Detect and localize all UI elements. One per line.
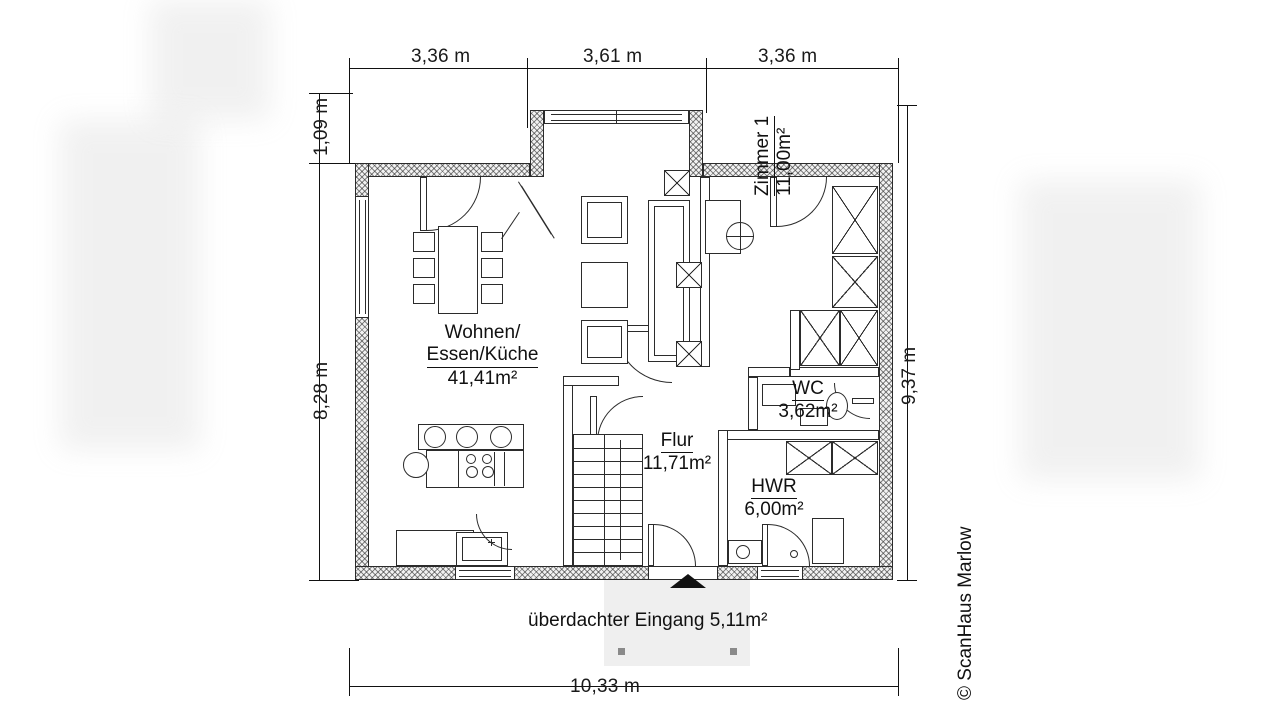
stair-tread	[573, 526, 643, 527]
kitchen-pot	[456, 426, 478, 448]
dimension-left-1: 1,09 m	[311, 97, 332, 156]
door-arc-hwr	[768, 524, 810, 566]
cabinet-niche	[664, 170, 690, 196]
room-label-flur	[626, 430, 728, 476]
kitchen-pot	[490, 426, 512, 448]
dimension-top-3: 3,36 m	[758, 46, 818, 67]
stair-tread	[573, 487, 643, 488]
window-left-line	[365, 200, 366, 314]
dimension-left-2: 8,28 m	[311, 361, 332, 420]
exterior-wall-top-left	[355, 163, 530, 177]
door-arc-entrance	[654, 524, 696, 566]
hwr-floor-drain	[790, 550, 798, 558]
room-area: 11,71m²	[642, 453, 712, 475]
dimension-top-2: 3,61 m	[583, 46, 643, 67]
room-label-wohnen	[400, 322, 565, 390]
top-extension-line	[898, 68, 899, 163]
right-dimension-tick	[897, 105, 917, 106]
entrance-column	[730, 648, 737, 655]
sofa-cushion	[587, 326, 622, 358]
entrance-arrow-icon	[670, 574, 706, 588]
interior-wall-hall-left	[563, 376, 573, 566]
top-extension-line	[706, 68, 707, 113]
exterior-wall-right	[879, 163, 893, 580]
interior-wall-living-bottom	[563, 376, 619, 386]
hwr-washer-drum	[736, 545, 750, 559]
dimension-bottom-1: 10,33 m	[570, 676, 641, 697]
room-area: 6,00m²	[744, 499, 804, 521]
copyright-text: ScanHaus Marlow	[955, 526, 976, 681]
window-bottom-left-line	[459, 576, 511, 577]
interior-wall-zimmer-wc	[790, 367, 879, 377]
dimension-top-1: 3,36 m	[411, 46, 471, 67]
dining-chair	[481, 284, 503, 304]
left-extension-line	[319, 93, 353, 94]
wardrobe-zimmer1	[832, 186, 878, 254]
room-name-line1: Flur	[661, 430, 694, 453]
bay-window-mullion	[616, 111, 617, 123]
right-dimension-line	[907, 105, 908, 580]
interior-wall-wc-hwr	[718, 430, 879, 440]
room-name-line1: HWR	[751, 476, 796, 499]
window-bottom-right-line	[761, 570, 799, 571]
exterior-wall-bay-left	[530, 110, 544, 177]
stair-tread	[573, 539, 643, 540]
exterior-wall-bay-right	[689, 110, 703, 177]
entrance-caption: überdachter Eingang 5,11m²	[528, 610, 768, 631]
kitchen-counter-edge	[504, 452, 505, 486]
door-arc-terrace	[427, 177, 481, 231]
hwr-boiler	[812, 518, 844, 564]
window-bottom-left-line	[459, 570, 511, 571]
window-left	[355, 196, 369, 318]
room-area: 41,41m²	[447, 367, 518, 389]
cabinet-niche	[676, 262, 702, 288]
room-name-line1: WC	[792, 378, 824, 401]
background-artifact	[1020, 180, 1200, 480]
room-name-line1: Zimmer 1	[752, 116, 775, 196]
top-extension-line	[527, 68, 528, 128]
window-bottom-right	[757, 566, 803, 580]
stair-stringer	[604, 434, 605, 566]
top-dimension-line	[349, 68, 898, 69]
cabinet-niche	[676, 341, 702, 367]
room-name-line1: Wohnen/	[444, 322, 521, 343]
wardrobe-zimmer1	[840, 310, 878, 366]
room-label-hwr	[726, 476, 822, 522]
dining-chair	[481, 232, 503, 252]
left-extension-line	[319, 580, 359, 581]
stair-tread	[573, 500, 643, 501]
background-artifact	[60, 120, 200, 450]
dining-table	[438, 226, 478, 314]
copyright-notice	[955, 527, 977, 700]
interior-wall-zimmer-closet	[790, 310, 800, 370]
left-extension-line	[319, 163, 359, 164]
dining-chair	[481, 258, 503, 278]
sliding-door-rail	[501, 212, 520, 239]
exterior-wall-top-right	[703, 163, 893, 177]
interior-wall-wc-left	[748, 367, 790, 377]
interior-wall-wc-hall	[748, 377, 758, 430]
sliding-door-symbol	[521, 185, 555, 238]
bottom-extension-line	[898, 648, 899, 686]
bottom-extension-line	[349, 648, 350, 686]
entrance-column	[618, 648, 625, 655]
kitchen-sink	[403, 452, 429, 478]
top-extension-line	[349, 68, 350, 163]
right-dimension-tick	[897, 580, 917, 581]
room-label-wc	[762, 378, 854, 424]
copyright-symbol: ©	[955, 686, 976, 700]
room-name-line2: Essen/Küche	[427, 344, 539, 367]
background-artifact	[150, 0, 270, 120]
kitchen-counter-edge	[494, 452, 495, 486]
kitchen-block-divider	[458, 450, 459, 488]
dining-chair	[413, 232, 435, 252]
coffee-table	[581, 262, 628, 308]
hwr-shelf	[832, 441, 878, 475]
kitchen-hob-burner	[466, 454, 476, 464]
wardrobe-zimmer1	[800, 310, 840, 366]
kitchen-pot	[424, 426, 446, 448]
window-bottom-right-line	[761, 576, 799, 577]
stair-tread	[573, 513, 643, 514]
window-left-line	[359, 200, 360, 314]
hwr-shelf	[786, 441, 832, 475]
kitchen-hob-burner	[482, 466, 494, 478]
dining-chair	[413, 258, 435, 278]
stair-direction-arrow	[620, 440, 621, 560]
window-bottom-left	[455, 566, 515, 580]
dimension-right-1: 9,37 m	[899, 346, 920, 405]
armchair-cushion	[587, 202, 622, 238]
room-area: 3,62m²	[778, 401, 838, 423]
kitchen-hob-burner	[482, 454, 492, 464]
dining-chair	[413, 284, 435, 304]
side-table-spoke	[726, 236, 754, 237]
kitchen-hob-burner	[466, 466, 478, 478]
stair-tread	[573, 552, 643, 553]
exterior-wall-bottom	[355, 566, 893, 580]
left-dimension-line	[319, 93, 320, 580]
room-area: 11,00m²	[774, 127, 795, 196]
door-leaf-terrace	[420, 177, 427, 231]
wardrobe-zimmer1	[832, 256, 878, 308]
